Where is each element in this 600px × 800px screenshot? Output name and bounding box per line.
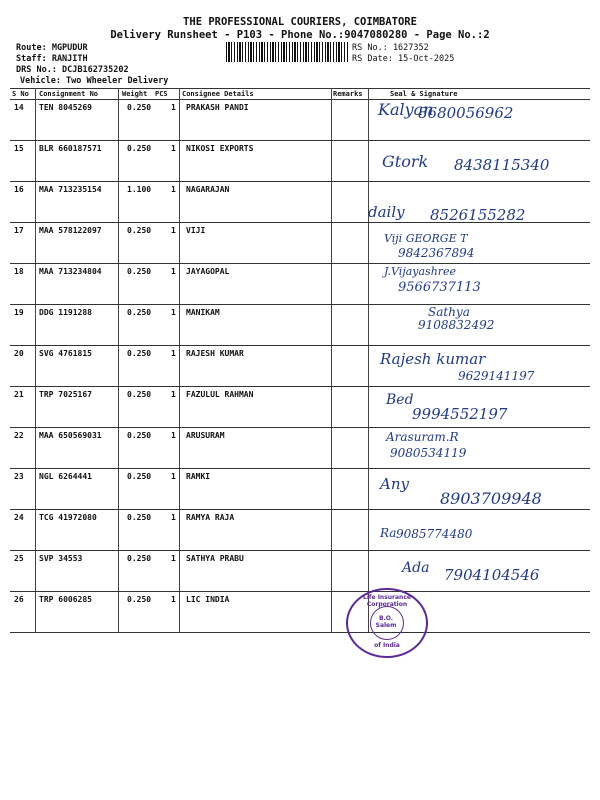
- cell-pcs: 1: [171, 431, 176, 440]
- cell-pcs: 1: [171, 308, 176, 317]
- cell-consignee: JAYAGOPAL: [186, 267, 230, 276]
- cell-sno: 26: [14, 595, 24, 604]
- cell-consignment-no: SVG 4761815: [39, 349, 92, 358]
- cell-weight: 1.100: [127, 185, 152, 194]
- cell-consignee: LIC INDIA: [186, 595, 230, 604]
- signature-phone: 8526155282: [430, 206, 526, 224]
- cell-weight: 0.250: [127, 554, 152, 563]
- cell-pcs: 1: [171, 595, 176, 604]
- cell-consignment-no: SVP 34553: [39, 554, 83, 563]
- cell-consignee: RAMKI: [186, 472, 211, 481]
- stamp-inner-text: B.O. Salem: [375, 615, 397, 629]
- cell-pcs: 1: [171, 185, 176, 194]
- row-divider: [10, 386, 590, 387]
- col-header-consignment: Consignment No: [39, 90, 99, 98]
- cell-consignment-no: TRP 7025167: [39, 390, 92, 399]
- cell-consignee: NIKOSI EXPORTS: [186, 144, 254, 153]
- rs-date: RS Date: 15-Oct-2025: [352, 54, 455, 64]
- row-divider: [10, 550, 590, 551]
- cell-sno: 23: [14, 472, 24, 481]
- cell-pcs: 1: [171, 349, 176, 358]
- signature-name: J.Vijayashree: [384, 265, 457, 278]
- row-divider: [10, 345, 590, 346]
- barcode: [226, 42, 348, 62]
- cell-pcs: 1: [171, 144, 176, 153]
- cell-consignment-no: TCG 41972080: [39, 513, 97, 522]
- cell-consignment-no: TRP 6006285: [39, 595, 92, 604]
- signature-name: Any: [380, 475, 409, 493]
- cell-pcs: 1: [171, 554, 176, 563]
- company-title: THE PROFESSIONAL COURIERS, COIMBATORE: [183, 16, 417, 28]
- cell-consignment-no: MAA 578122097: [39, 226, 102, 235]
- signature-phone: 9842367894: [398, 246, 475, 260]
- cell-consignee: RAJESH KUMAR: [186, 349, 244, 358]
- cell-weight: 0.250: [127, 390, 152, 399]
- cell-consignment-no: MAA 713234804: [39, 267, 102, 276]
- cell-pcs: 1: [171, 472, 176, 481]
- signature-name: Ra: [380, 526, 397, 540]
- col-header-seal: Seal & Signature: [390, 90, 458, 98]
- col-header-weight: Weight: [122, 90, 148, 98]
- signature-phone: 9629141197: [458, 369, 535, 383]
- cell-consignment-no: BLR 660187571: [39, 144, 102, 153]
- cell-consignee: MANIKAM: [186, 308, 220, 317]
- cell-weight: 0.250: [127, 226, 152, 235]
- cell-sno: 15: [14, 144, 24, 153]
- signature-phone: 8438115340: [454, 156, 550, 174]
- cell-sno: 24: [14, 513, 24, 522]
- row-divider: [10, 509, 590, 510]
- cell-weight: 0.250: [127, 349, 152, 358]
- signature-name: Arasuram.R: [386, 430, 459, 444]
- cell-weight: 0.250: [127, 595, 152, 604]
- cell-consignee: RAMYA RAJA: [186, 513, 235, 522]
- signature-name: Sathya: [428, 305, 470, 319]
- table-header-border: [10, 99, 590, 100]
- row-divider: [10, 591, 590, 592]
- cell-consignee: ARUSURAM: [186, 431, 225, 440]
- rs-number: RS No.: 1627352: [352, 43, 429, 53]
- signature-name: Gtork: [382, 152, 429, 171]
- cell-pcs: 1: [171, 226, 176, 235]
- cell-pcs: 1: [171, 103, 176, 112]
- vehicle-label: Vehicle: Two Wheeler Delivery: [20, 76, 169, 86]
- col-header-remarks: Remarks: [333, 90, 363, 98]
- signature-phone: 9108832492: [418, 318, 495, 332]
- drs-label: DRS No.: DCJB162735202: [16, 65, 129, 75]
- signature-name: Ada: [402, 560, 430, 576]
- signature-phone: 9080534119: [390, 446, 467, 460]
- cell-weight: 0.250: [127, 144, 152, 153]
- staff-label: Staff: RANJITH: [16, 54, 88, 64]
- cell-weight: 0.250: [127, 513, 152, 522]
- signature-phone: 8680056962: [418, 104, 514, 122]
- row-divider: [10, 427, 590, 428]
- signature-phone: 9994552197: [412, 405, 508, 423]
- cell-sno: 22: [14, 431, 24, 440]
- cell-consignment-no: NGL 6264441: [39, 472, 92, 481]
- cell-consignee: PRAKASH PANDI: [186, 103, 249, 112]
- cell-sno: 18: [14, 267, 24, 276]
- signature-name: Kalyan: [378, 100, 434, 119]
- cell-sno: 21: [14, 390, 24, 399]
- cell-consignee: FAZULUL RAHMAN: [186, 390, 254, 399]
- table-top-border: [10, 88, 590, 89]
- stamp-outer-text: Life Insurance Corporation: [363, 594, 411, 608]
- signature-name: daily: [368, 203, 405, 221]
- table-bottom-border: [10, 632, 590, 633]
- col-header-sno: S No: [12, 90, 29, 98]
- cell-pcs: 1: [171, 390, 176, 399]
- row-divider: [10, 263, 590, 264]
- cell-consignee: NAGARAJAN: [186, 185, 230, 194]
- signature-phone: 7904104546: [444, 566, 540, 584]
- cell-weight: 0.250: [127, 103, 152, 112]
- cell-sno: 19: [14, 308, 24, 317]
- stamp-bottom-text: of India: [374, 642, 400, 649]
- cell-consignment-no: MAA 713235154: [39, 185, 102, 194]
- cell-pcs: 1: [171, 267, 176, 276]
- cell-sno: 20: [14, 349, 24, 358]
- col-header-consignee: Consignee Details: [182, 90, 254, 98]
- cell-consignment-no: TEN 8045269: [39, 103, 92, 112]
- cell-consignment-no: DDG 1191288: [39, 308, 92, 317]
- cell-sno: 17: [14, 226, 24, 235]
- signature-name: Viji GEORGE T: [384, 232, 468, 245]
- row-divider: [10, 468, 590, 469]
- cell-weight: 0.250: [127, 267, 152, 276]
- runsheet-subtitle: Delivery Runsheet - P103 - Phone No.:9047080280 - Page No.:2: [110, 29, 490, 41]
- cell-consignee: VIJI: [186, 226, 206, 235]
- route-label: Route: MGPUDUR: [16, 43, 88, 53]
- cell-sno: 25: [14, 554, 24, 563]
- cell-sno: 14: [14, 103, 24, 112]
- cell-weight: 0.250: [127, 431, 152, 440]
- col-header-pcs: PCS: [155, 90, 168, 98]
- cell-sno: 16: [14, 185, 24, 194]
- row-divider: [10, 181, 590, 182]
- signature-phone: 9566737113: [398, 280, 481, 295]
- cell-consignment-no: MAA 650569031: [39, 431, 102, 440]
- signature-phone: 8903709948: [440, 489, 542, 508]
- signature-name: Bed: [386, 392, 414, 408]
- signature-name: Rajesh kumar: [380, 350, 486, 368]
- cell-weight: 0.250: [127, 308, 152, 317]
- cell-pcs: 1: [171, 513, 176, 522]
- cell-weight: 0.250: [127, 472, 152, 481]
- lic-seal-stamp: [346, 588, 428, 658]
- cell-consignee: SATHYA PRABU: [186, 554, 244, 563]
- row-divider: [10, 304, 590, 305]
- signature-phone: 9085774480: [396, 527, 473, 541]
- row-divider: [10, 140, 590, 141]
